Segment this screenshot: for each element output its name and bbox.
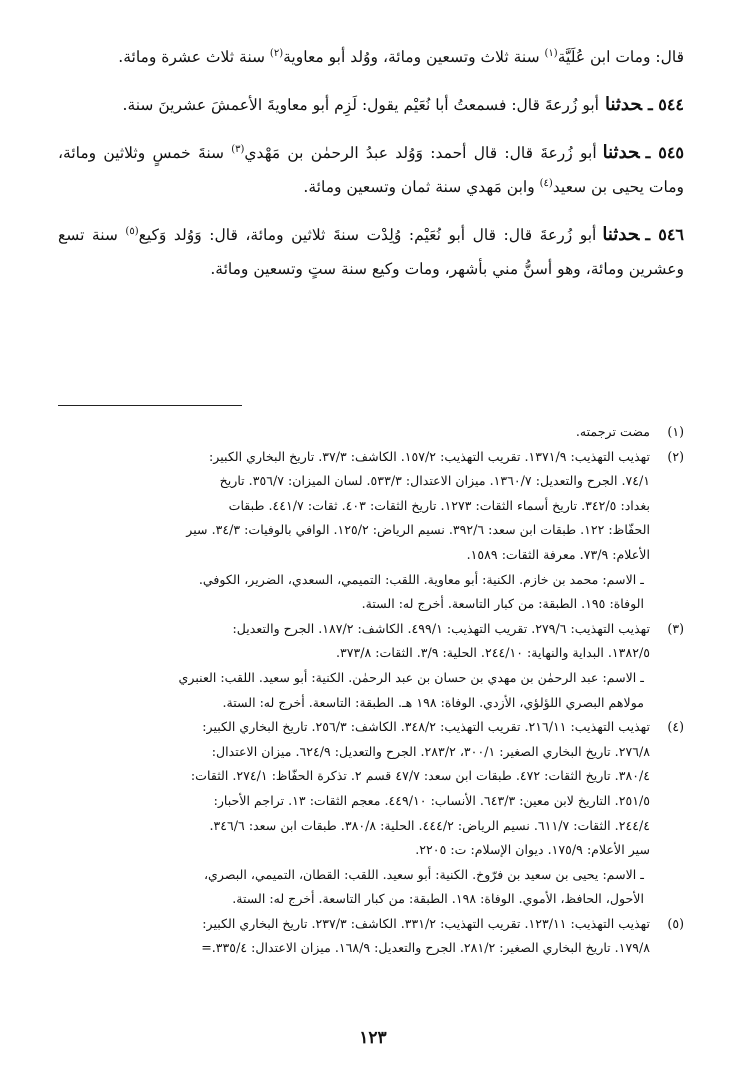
footnote-number: (٢)	[667, 448, 684, 464]
footnote-bio-line: مولاهم البصري اللؤلؤي، الأزدي. الوفاة: ١٩٨ هـ. الطبقة: التاسعة. أخرج له: الستة.	[222, 694, 644, 710]
footnote-line: تهذيب التهذيب: ١٣٧١/٩. تقريب التهذيب: ١٥٧/٢. الكاشف: ٣٧/٣. تاريخ البخاري الكبير:	[209, 448, 650, 464]
footnote-bio-line: ـ الاسم: يحيى بن سعيد بن فرّوخ. الكنية: أبو سعيد. اللقب: القطان، التميمي، البصري،	[203, 866, 644, 882]
paragraph-545	[58, 136, 684, 204]
p545-text-c: وابن مَهدي سنة ثمان وتسعين ومائة.	[303, 178, 540, 196]
footnote-line: مضت ترجمته.	[575, 424, 650, 439]
p546-text-a: أبو زُرعةَ قال: قال أبو نُعَيْم: وُلِدْت سنةَ ثلاثين ومائة، قال: وَوُلد وَكيع	[138, 226, 597, 244]
footnote-5	[58, 912, 684, 961]
paragraph-1	[58, 40, 684, 74]
footnote-line: تهذيب التهذيب: ٢٧٩/٦. تقريب التهذيب: ٤٩٩/١. الكاشف: ١٨٧/٢. الجرح والتعديل:	[232, 620, 650, 636]
hadith-number-544: ٥٤٤ ـ	[647, 95, 684, 114]
footnote-bio-line: الوفاة: ١٩٥. الطبقة: من كبار التاسعة. أخرج له: الستة.	[361, 596, 644, 612]
footnote-separator	[58, 405, 242, 406]
p544-text: أبو زُرعةَ قال: فسمعتُ أبا نُعَيْم يقول: لَزِم أبو معاويةَ الأعمشَ عشرينَ سنة.	[122, 96, 599, 114]
hadith-number-546: ٥٤٦ ـ	[645, 225, 684, 244]
footnote-number: (٤)	[667, 719, 684, 735]
footnote-2	[58, 445, 684, 617]
footnote-line: ٢٤٤/٤. الثقات: ٦١١/٧. نسيم الرياض: ٤٤٤/٢. الحلية: ٣٨٠/٨. طبقات ابن سعد: ٣٤٦/٦.	[209, 817, 650, 833]
footnote-bio-line: ـ الاسم: عبد الرحمٰن بن مهدي بن حسان بن عبد الرحمٰن. الكنية: أبو سعيد. اللقب: العنبري	[178, 669, 644, 685]
footnote-number: (٥)	[667, 915, 684, 931]
paragraph-546	[58, 218, 684, 286]
main-text	[58, 40, 684, 286]
paragraph-544	[58, 88, 684, 122]
footnote-line: سير الأعلام: ١٧٥/٩. ديوان الإسلام: ت: ٢٢٠٥.	[415, 842, 650, 858]
footnote-ref-5: (٥)	[125, 225, 139, 237]
haddathana-word: حدثنا	[602, 224, 640, 245]
footnote-ref-3: (٣)	[231, 143, 245, 155]
footnote-bio-line: ـ الاسم: محمد بن خازم. الكنية: أبو معاوية. اللقب: التميمي، السعدي، الضرير، الكوفي.	[198, 571, 644, 587]
footnote-line: ٧٤/١. الجرح والتعديل: ١٣٦٠/٧. ميزان الاعتدال: ٥٣٣/٣. لسان الميزان: ٣٥٦/٧. تاريخ	[219, 473, 650, 489]
p1-text-c: سنة ثلاث عشرة ومائة.	[118, 48, 270, 66]
footnote-line: ٣٨٠/٤. تاريخ الثقات: ٤٧٢. طبقات ابن سعد: ٤٧/٧ قسم ٢. تذكرة الحفّاظ: ٢٧٤/١. الثقات:	[190, 768, 650, 784]
p546-text-b: سنة تسع وعشرين ومائة، وهو أسنُّ مني بأشهر، ومات وكيع سنة ستٍ وتسعين ومائة.	[58, 226, 684, 278]
p545-text-a: أبو زُرعةَ قال: قال أحمد: وَوُلد عبدُ الرحمٰن بن مَهْدي	[244, 144, 597, 162]
footnote-3	[58, 617, 684, 715]
footnote-ref-4: (٤)	[539, 177, 553, 189]
footnotes	[58, 420, 684, 961]
footnote-line: الأعلام: ٧٣/٩. معرفة الثقات: ١٥٨٩.	[466, 546, 650, 562]
footnote-line: ٢٧٦/٨. تاريخ البخاري الصغير: ٣٠٠/١، ٢٨٣/٢. الجرح والتعديل: ٦٢٤/٩. ميزان الاعتدال:	[211, 743, 650, 759]
p1-text-b: سنة ثلاث وتسعين ومائة، ووُلد أبو معاوية	[283, 48, 545, 66]
p1-text-a: قال: ومات ابن عُلَيَّة	[557, 48, 684, 66]
p545-text-b: سنةَ خمسٍ وثلاثين ومائة، ومات يحيى بن سعيد	[58, 144, 684, 196]
footnote-line: ٢٥١/٥. التاريخ لابن معين: ٦٤٣/٣. الأنساب: ٤٤٩/١٠. معجم الثقات: ١٣. تراجم الأحبار:	[213, 792, 650, 808]
footnote-number: (١)	[667, 424, 684, 439]
page-number: ١٢٣	[359, 1028, 387, 1048]
footnote-ref-2: (٢)	[269, 47, 284, 59]
footnote-line: الحفّاظ: ١٢٢. طبقات ابن سعد: ٣٩٢/٦. نسيم الرياض: ١٢٥/٢. الوافي بالوفيات: ٣٤/٣. سير	[186, 522, 650, 538]
book-page	[58, 40, 684, 1083]
footnote-1	[58, 420, 684, 445]
haddathana-word: حدثنا	[604, 94, 642, 115]
footnote-line: ١٧٩/٨. تاريخ البخاري الصغير: ٢٨١/٢. الجرح والتعديل: ١٦٨/٩. ميزان الاعتدال: ٣٣٥/٤.=	[201, 940, 650, 956]
footnote-line: تهذيب التهذيب: ١٢٣/١١. تقريب التهذيب: ٣٣١/٢. الكاشف: ٢٣٧/٣. تاريخ البخاري الكبير:	[202, 915, 650, 931]
footnote-ref-1: (١)	[544, 47, 558, 59]
footnote-line: تهذيب التهذيب: ٢١٦/١١. تقريب التهذيب: ٣٤٨/٢. الكاشف: ٢٥٦/٣. تاريخ البخاري الكبير:	[202, 719, 650, 735]
footnote-line: ١٣٨٢/٥. البداية والنهاية: ٢٤٤/١٠. الحلية: ٣/٩. الثقات: ٣٧٣/٨.	[335, 645, 650, 661]
footnote-4	[58, 715, 684, 912]
footnote-bio-line: الأحول، الحافظ، الأموي. الوفاة: ١٩٨. الطبقة: من كبار التاسعة. أخرج له: الستة.	[232, 891, 644, 907]
footnote-number: (٣)	[667, 620, 684, 636]
hadith-number-545: ٥٤٥ ـ	[645, 143, 684, 162]
footnote-line: بغداد: ٣٤٢/٥. تاريخ أسماء الثقات: ١٢٧٣. تاريخ الثقات: ٤٠٣. ثقات: ٤٤١/٧. طبقات	[228, 497, 650, 513]
haddathana-word: حدثنا	[602, 142, 640, 163]
